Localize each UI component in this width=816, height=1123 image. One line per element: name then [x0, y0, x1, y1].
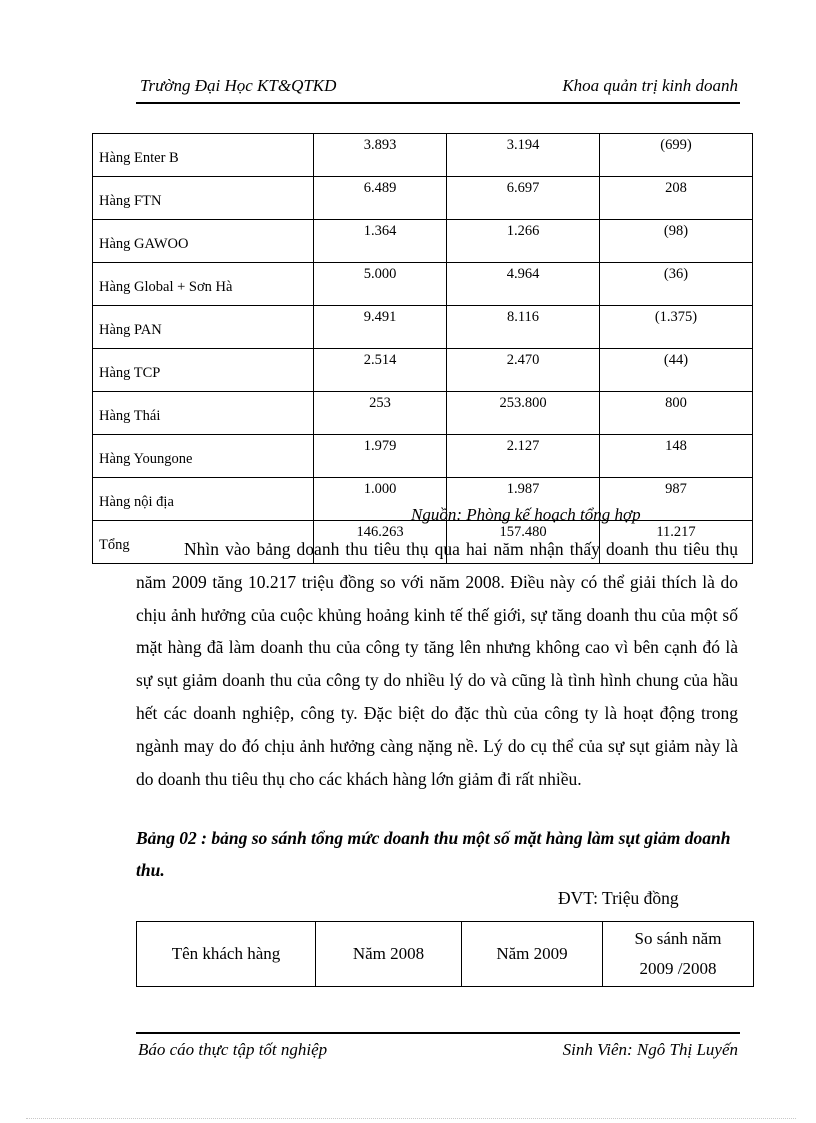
row-name: Hàng PAN [93, 306, 314, 349]
row-diff: (36) [600, 263, 753, 306]
col-compare [603, 922, 754, 987]
table-row [93, 392, 753, 435]
row-name: Tổng [93, 521, 314, 564]
row-2009: 2.127 [447, 435, 600, 478]
table-row [93, 263, 753, 306]
header-school: Trường Đại Học KT&QTKD [140, 76, 337, 95]
row-2009: 2.470 [447, 349, 600, 392]
table-row [93, 220, 753, 263]
table-row [93, 177, 753, 220]
col-2008: Năm 2008 [316, 922, 462, 987]
table-header-row [137, 922, 754, 987]
row-name: Hàng Thái [93, 392, 314, 435]
table-row [93, 349, 753, 392]
comparison-table [136, 921, 754, 987]
footer-report: Báo cáo thực tập tốt nghiệp [138, 1040, 328, 1059]
row-2009: 6.697 [447, 177, 600, 220]
row-diff: (699) [600, 134, 753, 177]
row-2008: 146.263 [314, 521, 447, 564]
row-2008: 5.000 [314, 263, 447, 306]
row-diff: 148 [600, 435, 753, 478]
row-2008: 1.000 [314, 478, 447, 521]
row-2008: 3.893 [314, 134, 447, 177]
row-diff: 987 [600, 478, 753, 521]
page-edge-divider [26, 1118, 796, 1119]
row-2009: 157.480 [447, 521, 600, 564]
row-name: Hàng Global + Sơn Hà [93, 263, 314, 306]
page-header [136, 76, 740, 104]
row-name: Hàng nội địa [93, 478, 314, 521]
row-2009: 1.266 [447, 220, 600, 263]
table-row [93, 134, 753, 177]
row-2009: 253.800 [447, 392, 600, 435]
row-diff: 11.217 [600, 521, 753, 564]
row-name: Hàng Youngone [93, 435, 314, 478]
row-2009: 1.987 [447, 478, 600, 521]
col-compare-line1: So sánh năm [634, 929, 722, 948]
page-footer [136, 1032, 740, 1059]
revenue-table [92, 133, 753, 564]
row-name: Hàng FTN [93, 177, 314, 220]
row-2008: 9.491 [314, 306, 447, 349]
footer-student: Sinh Viên: Ngô Thị Luyến [562, 1040, 738, 1059]
row-diff: (1.375) [600, 306, 753, 349]
row-name: Hàng Enter B [93, 134, 314, 177]
row-name: Hàng GAWOO [93, 220, 314, 263]
row-2008: 6.489 [314, 177, 447, 220]
row-2009: 8.116 [447, 306, 600, 349]
unit-label: ĐVT: Triệu đồng [558, 888, 679, 908]
row-diff: 208 [600, 177, 753, 220]
row-2008: 1.979 [314, 435, 447, 478]
col-compare-line2: 2009 /2008 [639, 959, 717, 978]
row-name: Hàng TCP [93, 349, 314, 392]
row-diff: (44) [600, 349, 753, 392]
col-2009: Năm 2009 [462, 922, 603, 987]
row-diff: (98) [600, 220, 753, 263]
row-2008: 2.514 [314, 349, 447, 392]
row-2008: 1.364 [314, 220, 447, 263]
row-2008: 253 [314, 392, 447, 435]
body-paragraph: Nhìn vào bảng doanh thu tiêu thụ qua hai năm nhận thấy doanh thu tiêu thụ năm 2009 tăng 10.217 triệu đồng so với năm 2008. Điều này có thể giải thích là do chịu ảnh hưởng của cuộc khủng hoảng kinh tế thế giới, sự tăng doanh thu của một số mặt hàng đã làm doanh thu của công ty tăng lên nhưng không cao vì bên cạnh đó là sự sụt giảm doanh thu của công ty do nhiều lý do và cũng là tình hình chung của hầu hết các doanh nghiệp, công ty. Đặc biệt do đặc thù của công ty là hoạt động trong ngành may do đó chịu ảnh hưởng càng nặng nề. Lý do cụ thể của sự sụt giảm này là do doanh thu tiêu thụ cho các khách hàng lớn giảm đi rất nhiều. [136, 539, 738, 789]
col-customer: Tên khách hàng [137, 922, 316, 987]
row-diff: 800 [600, 392, 753, 435]
table-row [93, 306, 753, 349]
table-source: Nguồn: Phòng kế hoạch tổng hợp [411, 505, 641, 524]
row-2009: 3.194 [447, 134, 600, 177]
table-caption: Bảng 02 : bảng so sánh tổng mức doanh thu một số mặt hàng làm sụt giảm doanh thu. [136, 828, 731, 880]
header-faculty: Khoa quản trị kinh doanh [562, 76, 738, 95]
row-2009: 4.964 [447, 263, 600, 306]
table-row [93, 435, 753, 478]
